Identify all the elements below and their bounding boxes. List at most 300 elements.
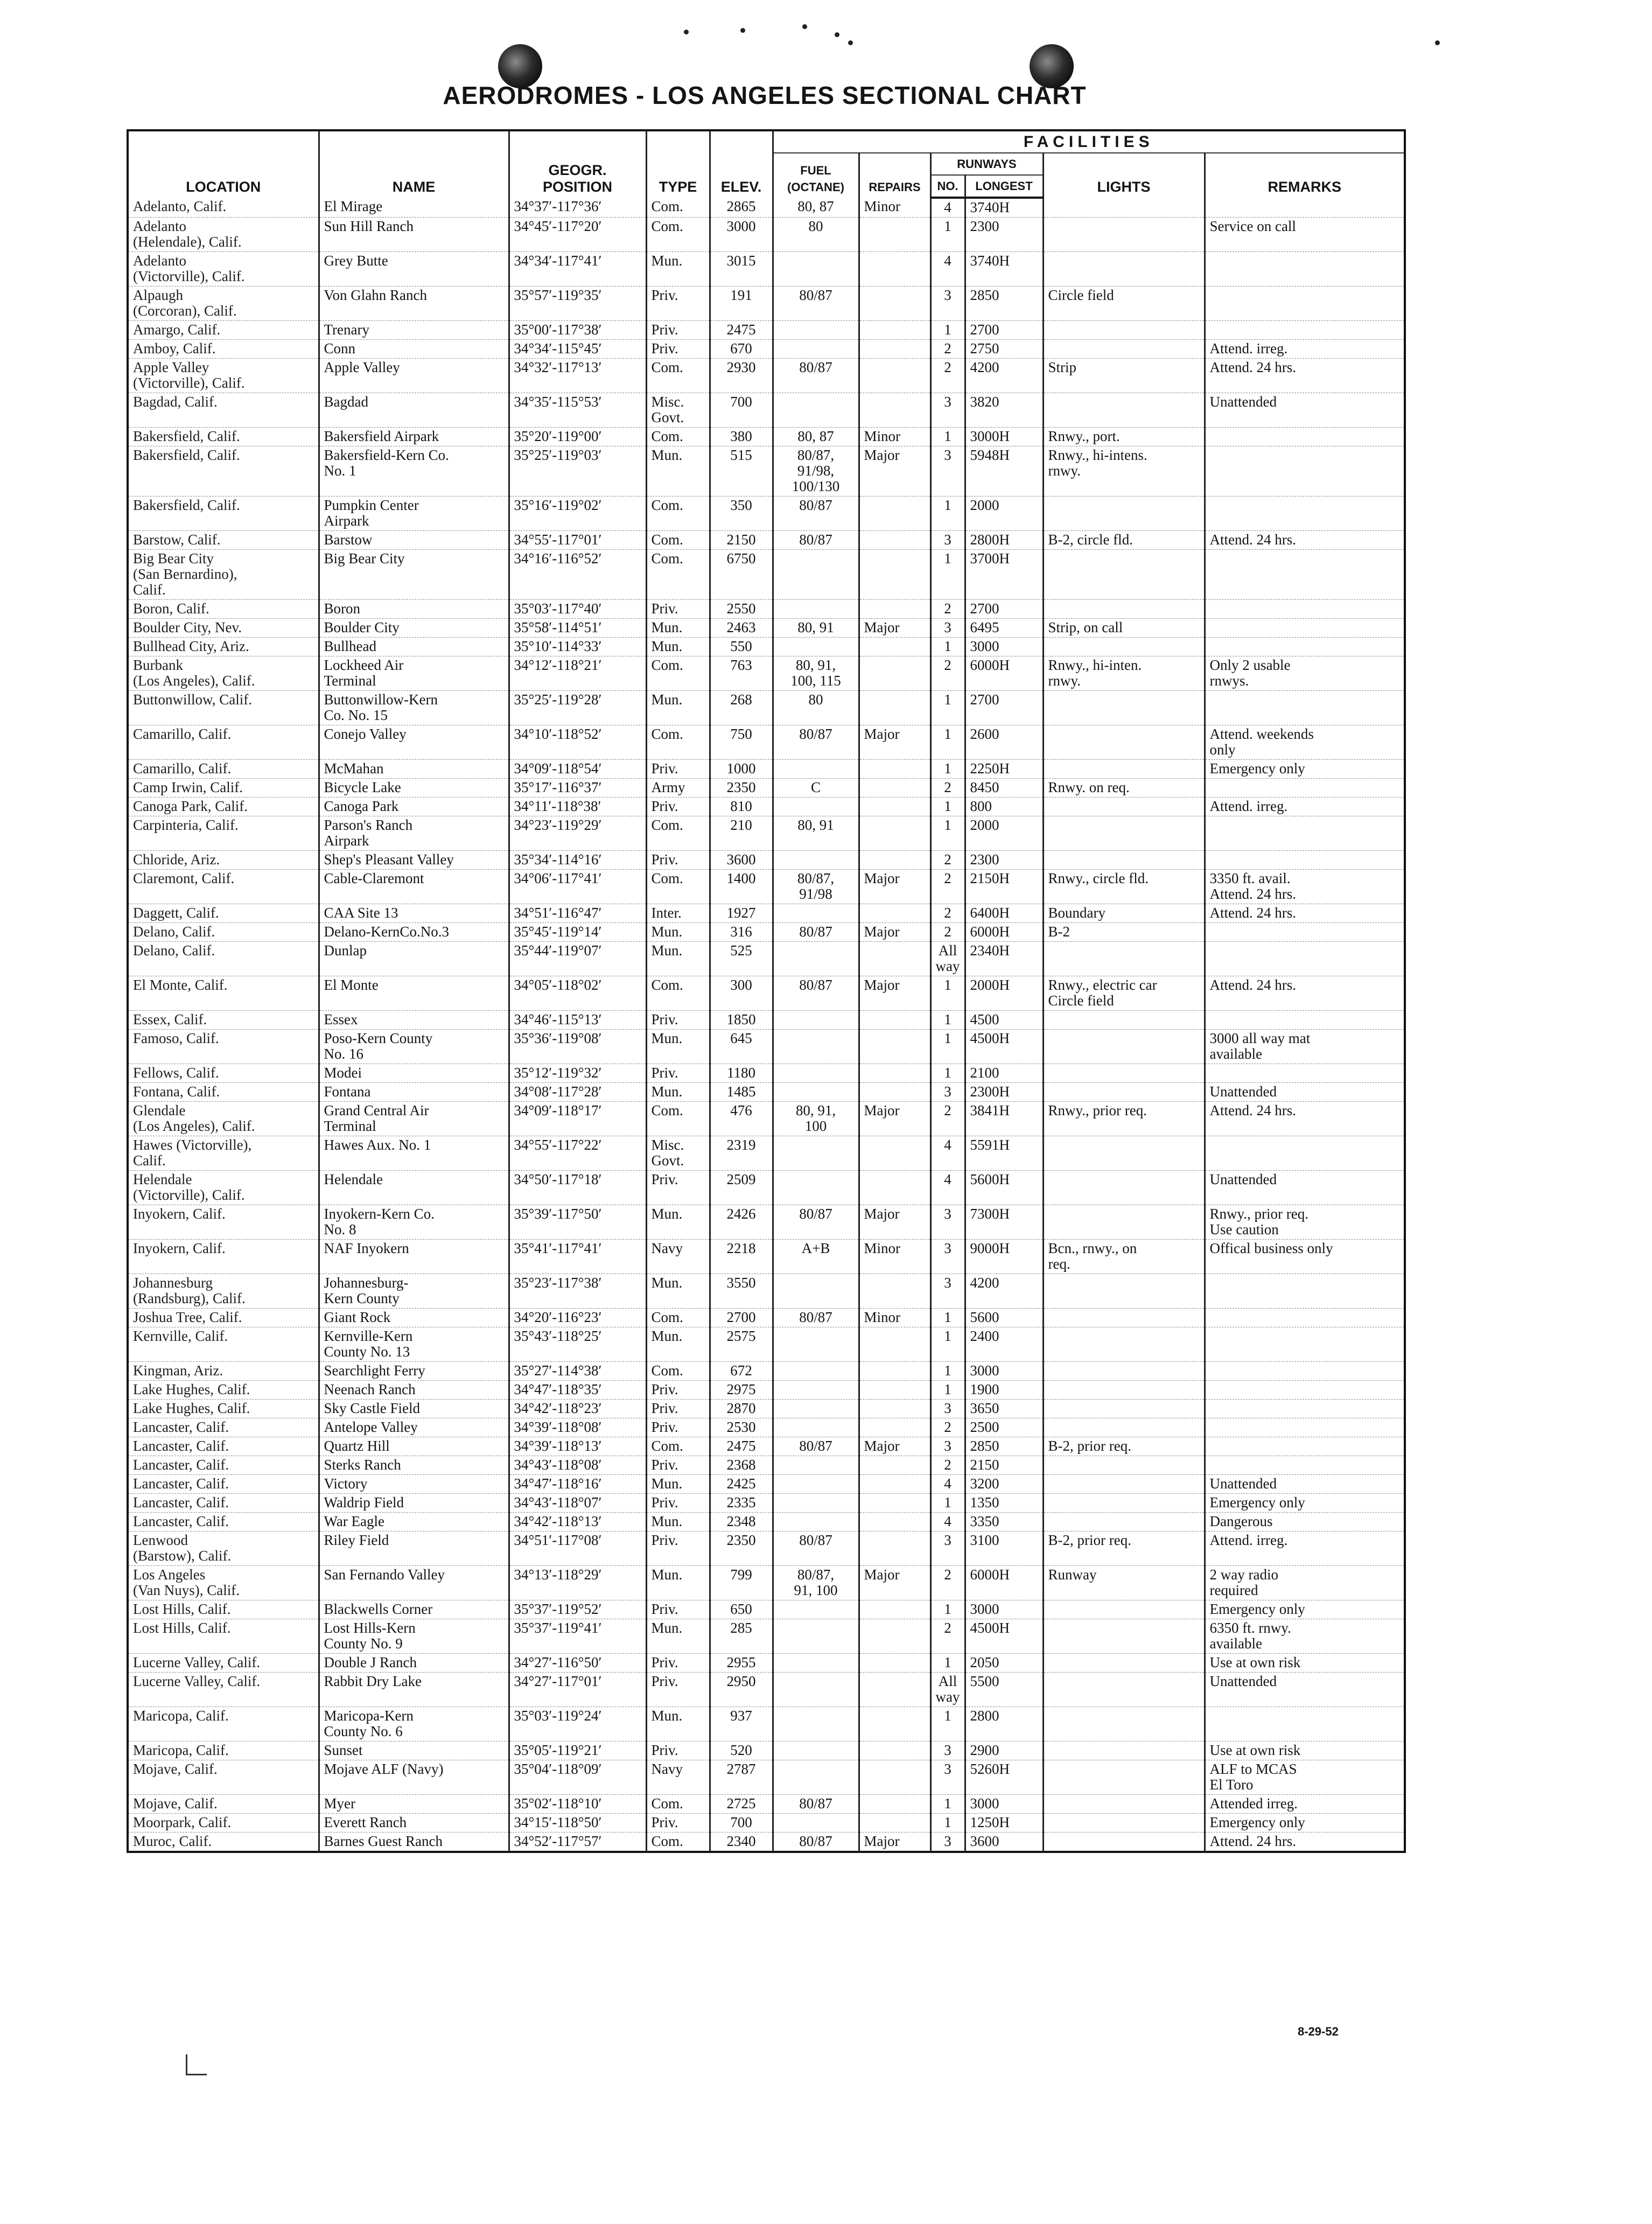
cell-position: 34°37′-117°36′ [509, 198, 646, 218]
table-row [128, 1795, 1405, 1814]
cell-runway-no: 2 [930, 779, 965, 798]
cell-type: Mun. [646, 1707, 710, 1742]
table-row [128, 1437, 1405, 1456]
cell-runway-no: 1 [930, 798, 965, 816]
cell-lights [1043, 1619, 1205, 1654]
table-row [128, 725, 1405, 760]
cell-fuel [773, 1274, 859, 1309]
table-row [128, 1566, 1405, 1600]
cell-name: Bakersfield Airpark [319, 428, 509, 446]
cell-type: Mun. [646, 619, 710, 638]
cell-location: Buttonwillow, Calif. [128, 691, 319, 725]
cell-elev: 763 [710, 656, 773, 691]
cell-type: Com. [646, 725, 710, 760]
cell-type: Com. [646, 1795, 710, 1814]
cell-name: Hawes Aux. No. 1 [319, 1136, 509, 1171]
cell-runway-longest: 2300 [965, 218, 1043, 252]
cell-location: Lenwood (Barstow), Calif. [128, 1531, 319, 1566]
cell-location: Kingman, Ariz. [128, 1362, 319, 1381]
cell-remarks [1205, 851, 1405, 870]
cell-fuel: 80 [773, 691, 859, 725]
table-row [128, 1083, 1405, 1102]
cell-position: 35°58′-114°51′ [509, 619, 646, 638]
cell-runway-longest: 2850 [965, 1437, 1043, 1456]
cell-fuel [773, 1136, 859, 1171]
cell-name: Mojave ALF (Navy) [319, 1760, 509, 1795]
table-row [128, 1171, 1405, 1205]
cell-fuel: 80, 91, 100, 115 [773, 656, 859, 691]
cell-type: Priv. [646, 1400, 710, 1418]
cell-type: Priv. [646, 1742, 710, 1760]
cell-lights [1043, 198, 1205, 218]
cell-position: 34°51′-116°47′ [509, 904, 646, 923]
cell-repairs [859, 286, 930, 321]
cell-location: Famoso, Calif. [128, 1030, 319, 1064]
cell-elev: 3550 [710, 1274, 773, 1309]
table-row [128, 1760, 1405, 1795]
cell-runway-longest: 3350 [965, 1513, 1043, 1531]
cell-type: Priv. [646, 1494, 710, 1513]
cell-location: Camarillo, Calif. [128, 760, 319, 779]
cell-lights [1043, 1795, 1205, 1814]
cell-runway-no: 1 [930, 816, 965, 851]
cell-name: Lockheed Air Terminal [319, 656, 509, 691]
cell-remarks: Attend. irreg. [1205, 798, 1405, 816]
cell-position: 34°09′-118°17′ [509, 1102, 646, 1136]
cell-name: Grey Butte [319, 252, 509, 286]
cell-position: 34°15′-118°50′ [509, 1814, 646, 1833]
cell-repairs: Major [859, 446, 930, 496]
cell-runway-longest: 3000H [965, 428, 1043, 446]
cell-name: Boulder City [319, 619, 509, 638]
cell-fuel [773, 1494, 859, 1513]
cell-runway-longest: 1350 [965, 1494, 1043, 1513]
cell-name: Trenary [319, 321, 509, 340]
page-title: AERODROMES - LOS ANGELES SECTIONAL CHART [443, 81, 1087, 109]
cell-lights [1043, 218, 1205, 252]
cell-position: 35°20′-119°00′ [509, 428, 646, 446]
cell-runway-longest: 6495 [965, 619, 1043, 638]
cell-runway-longest: 2850 [965, 286, 1043, 321]
cell-repairs [859, 904, 930, 923]
cell-runway-longest: 8450 [965, 779, 1043, 798]
cell-type: Mun. [646, 923, 710, 942]
cell-location: Big Bear City (San Bernardino), Calif. [128, 550, 319, 600]
cell-runway-longest: 2150 [965, 1456, 1043, 1475]
cell-location: Lake Hughes, Calif. [128, 1381, 319, 1400]
cell-position: 35°36′-119°08′ [509, 1030, 646, 1064]
cell-runway-no: 1 [930, 321, 965, 340]
cell-repairs [859, 1030, 930, 1064]
cell-runway-longest: 6400H [965, 904, 1043, 923]
cell-runway-longest: 2150H [965, 870, 1043, 904]
cell-lights: Boundary [1043, 904, 1205, 923]
cell-location: Lancaster, Calif. [128, 1513, 319, 1531]
cell-position: 34°16′-116°52′ [509, 550, 646, 600]
cell-lights [1043, 1833, 1205, 1852]
cell-lights [1043, 1327, 1205, 1362]
cell-runway-no: 1 [930, 428, 965, 446]
cell-runway-longest: 2800H [965, 531, 1043, 550]
cell-remarks: Unattended [1205, 1475, 1405, 1494]
cell-elev: 799 [710, 1566, 773, 1600]
cell-runway-no: 1 [930, 218, 965, 252]
cell-type: Com. [646, 1437, 710, 1456]
scan-speck [1435, 40, 1440, 45]
cell-remarks [1205, 691, 1405, 725]
cell-fuel [773, 1381, 859, 1400]
table-row [128, 1600, 1405, 1619]
cell-repairs: Major [859, 1205, 930, 1240]
cell-location: Los Angeles (Van Nuys), Calif. [128, 1566, 319, 1600]
cell-repairs [859, 1456, 930, 1475]
cell-runway-no: 1 [930, 496, 965, 531]
cell-remarks: Only 2 usable rnwys. [1205, 656, 1405, 691]
cell-runway-longest: 5260H [965, 1760, 1043, 1795]
cell-remarks: Unattended [1205, 1171, 1405, 1205]
cell-lights [1043, 340, 1205, 359]
cell-lights: Rnwy. on req. [1043, 779, 1205, 798]
table-row [128, 1619, 1405, 1654]
cell-lights [1043, 1274, 1205, 1309]
cell-type: Priv. [646, 1814, 710, 1833]
cell-runway-longest: 2000H [965, 976, 1043, 1011]
cell-position: 35°45′-119°14′ [509, 923, 646, 942]
cell-type: Priv. [646, 600, 710, 619]
cell-remarks: Unattended [1205, 1673, 1405, 1707]
cell-position: 34°27′-117°01′ [509, 1673, 646, 1707]
cell-lights [1043, 1513, 1205, 1531]
cell-repairs [859, 1760, 930, 1795]
cell-runway-no: 2 [930, 1418, 965, 1437]
cell-name: Buttonwillow-Kern Co. No. 15 [319, 691, 509, 725]
cell-repairs [859, 1418, 930, 1437]
cell-position: 34°09′-118°54′ [509, 760, 646, 779]
cell-location: Bakersfield, Calif. [128, 446, 319, 496]
cell-elev: 3015 [710, 252, 773, 286]
cell-lights [1043, 798, 1205, 816]
cell-lights [1043, 1814, 1205, 1833]
cell-elev: 1485 [710, 1083, 773, 1102]
cell-remarks: Attend. 24 hrs. [1205, 1102, 1405, 1136]
cell-lights: Rnwy., circle fld. [1043, 870, 1205, 904]
cell-lights [1043, 600, 1205, 619]
cell-location: Bakersfield, Calif. [128, 428, 319, 446]
cell-runway-no: 1 [930, 1494, 965, 1513]
cell-runway-longest: 2700 [965, 600, 1043, 619]
cell-runway-no: 3 [930, 1437, 965, 1456]
cell-position: 34°45′-117°20′ [509, 218, 646, 252]
cell-elev: 3000 [710, 218, 773, 252]
cell-remarks: Attend. 24 hrs. [1205, 976, 1405, 1011]
table-row [128, 760, 1405, 779]
cell-position: 35°34′-114°16′ [509, 851, 646, 870]
cell-remarks [1205, 1707, 1405, 1742]
cell-type: Priv. [646, 340, 710, 359]
cell-repairs [859, 1600, 930, 1619]
cell-runway-no: 1 [930, 1064, 965, 1083]
table-row [128, 1742, 1405, 1760]
cell-runway-no: 1 [930, 1011, 965, 1030]
cell-position: 34°43′-118°08′ [509, 1456, 646, 1475]
cell-fuel: 80/87 [773, 496, 859, 531]
cell-fuel [773, 252, 859, 286]
cell-repairs [859, 359, 930, 393]
cell-elev: 1850 [710, 1011, 773, 1030]
cell-runway-no: 3 [930, 619, 965, 638]
cell-lights: Strip, on call [1043, 619, 1205, 638]
table-row [128, 428, 1405, 446]
table-row [128, 359, 1405, 393]
scan-speck [848, 40, 853, 45]
cell-lights [1043, 1083, 1205, 1102]
cell-elev: 6750 [710, 550, 773, 600]
table-row [128, 531, 1405, 550]
cell-runway-no: 3 [930, 446, 965, 496]
cell-type: Misc. Govt. [646, 1136, 710, 1171]
cell-name: Sterks Ranch [319, 1456, 509, 1475]
table-row [128, 340, 1405, 359]
cell-fuel [773, 550, 859, 600]
cell-position: 34°34′-117°41′ [509, 252, 646, 286]
cell-runway-no: 3 [930, 1240, 965, 1274]
cell-fuel [773, 340, 859, 359]
cell-lights: Circle field [1043, 286, 1205, 321]
cell-location: Lake Hughes, Calif. [128, 1400, 319, 1418]
cell-lights [1043, 1400, 1205, 1418]
cell-lights [1043, 1456, 1205, 1475]
cell-runway-no: 2 [930, 851, 965, 870]
cell-repairs [859, 550, 930, 600]
cell-location: Bullhead City, Ariz. [128, 638, 319, 656]
cell-elev: 525 [710, 942, 773, 976]
cell-runway-longest: 2700 [965, 691, 1043, 725]
cell-type: Mun. [646, 1030, 710, 1064]
cell-elev: 2865 [710, 198, 773, 218]
table-row [128, 638, 1405, 656]
cell-fuel: 80, 91 [773, 816, 859, 851]
table-row [128, 1400, 1405, 1418]
cell-position: 34°05′-118°02′ [509, 976, 646, 1011]
cell-type: Com. [646, 1833, 710, 1852]
cell-name: El Mirage [319, 198, 509, 218]
cell-remarks: Attend. 24 hrs. [1205, 1833, 1405, 1852]
cell-location: Camarillo, Calif. [128, 725, 319, 760]
cell-type: Priv. [646, 1654, 710, 1673]
cell-type: Inter. [646, 904, 710, 923]
cell-location: Lucerne Valley, Calif. [128, 1654, 319, 1673]
cell-fuel: C [773, 779, 859, 798]
cell-runway-no: 3 [930, 531, 965, 550]
cell-runway-longest: 6000H [965, 923, 1043, 942]
cell-lights: Rnwy., electric car Circle field [1043, 976, 1205, 1011]
cell-elev: 300 [710, 976, 773, 1011]
cell-remarks [1205, 252, 1405, 286]
cell-position: 34°13′-118°29′ [509, 1566, 646, 1600]
cell-position: 35°12′-119°32′ [509, 1064, 646, 1083]
cell-location: Maricopa, Calif. [128, 1707, 319, 1742]
cell-position: 35°23′-117°38′ [509, 1274, 646, 1309]
cell-position: 35°43′-118°25′ [509, 1327, 646, 1362]
cell-runway-longest: 3000 [965, 638, 1043, 656]
cell-elev: 2463 [710, 619, 773, 638]
table-row [128, 496, 1405, 531]
cell-fuel: 80, 91, 100 [773, 1102, 859, 1136]
cell-fuel: 80/87 [773, 1795, 859, 1814]
cell-fuel [773, 638, 859, 656]
cell-remarks: Attend. weekends only [1205, 725, 1405, 760]
cell-name: Conn [319, 340, 509, 359]
cell-fuel [773, 851, 859, 870]
table-row [128, 600, 1405, 619]
cell-elev: 2319 [710, 1136, 773, 1171]
cell-remarks: Unattended [1205, 1083, 1405, 1102]
cell-location: Inyokern, Calif. [128, 1240, 319, 1274]
cell-location: Boulder City, Nev. [128, 619, 319, 638]
table-row [128, 1309, 1405, 1327]
header-type: TYPE [646, 130, 710, 198]
cell-position: 34°12′-118°21′ [509, 656, 646, 691]
cell-runway-longest: 5600H [965, 1171, 1043, 1205]
cell-elev: 2425 [710, 1475, 773, 1494]
cell-repairs: Major [859, 976, 930, 1011]
cell-elev: 2350 [710, 779, 773, 798]
cell-position: 34°47′-118°16′ [509, 1475, 646, 1494]
cell-elev: 191 [710, 286, 773, 321]
cell-repairs [859, 1814, 930, 1833]
cell-type: Priv. [646, 760, 710, 779]
table-row [128, 1205, 1405, 1240]
cell-runway-longest: 5948H [965, 446, 1043, 496]
cell-runway-no: 1 [930, 1654, 965, 1673]
cell-elev: 2335 [710, 1494, 773, 1513]
table-row [128, 1814, 1405, 1833]
table-row [128, 779, 1405, 798]
cell-position: 35°37′-119°41′ [509, 1619, 646, 1654]
cell-name: Sky Castle Field [319, 1400, 509, 1418]
cell-remarks [1205, 779, 1405, 798]
cell-runway-longest: 2400 [965, 1327, 1043, 1362]
cell-elev: 268 [710, 691, 773, 725]
cell-type: Priv. [646, 851, 710, 870]
table-row [128, 218, 1405, 252]
header-runway-no: NO. [930, 175, 965, 198]
cell-runway-no: 2 [930, 1566, 965, 1600]
cell-elev: 2150 [710, 531, 773, 550]
cell-type: Com. [646, 1362, 710, 1381]
cell-name: Myer [319, 1795, 509, 1814]
cell-type: Mun. [646, 1327, 710, 1362]
cell-elev: 380 [710, 428, 773, 446]
cell-position: 34°10′-118°52′ [509, 725, 646, 760]
cell-type: Mun. [646, 1619, 710, 1654]
cell-remarks: Attended irreg. [1205, 1795, 1405, 1814]
cell-runway-no: 3 [930, 1400, 965, 1418]
cell-runway-no: 1 [930, 1030, 965, 1064]
cell-elev: 2340 [710, 1833, 773, 1852]
cell-elev: 476 [710, 1102, 773, 1136]
cell-runway-longest: 3841H [965, 1102, 1043, 1136]
cell-runway-longest: 2000 [965, 816, 1043, 851]
cell-position: 34°34′-115°45′ [509, 340, 646, 359]
cell-remarks: 3350 ft. avail. Attend. 24 hrs. [1205, 870, 1405, 904]
cell-lights [1043, 1205, 1205, 1240]
cell-position: 35°39′-117°50′ [509, 1205, 646, 1240]
table-row [128, 619, 1405, 638]
table-row [128, 1513, 1405, 1531]
cell-runway-no: 2 [930, 359, 965, 393]
header-lights: LIGHTS [1043, 153, 1205, 198]
cell-location: Barstow, Calif. [128, 531, 319, 550]
cell-lights [1043, 638, 1205, 656]
cell-type: Com. [646, 218, 710, 252]
cell-repairs [859, 691, 930, 725]
cell-remarks [1205, 1309, 1405, 1327]
cell-name: Quartz Hill [319, 1437, 509, 1456]
cell-type: Com. [646, 428, 710, 446]
cell-runway-no: 1 [930, 691, 965, 725]
cell-runway-longest: 4200 [965, 359, 1043, 393]
cell-elev: 1000 [710, 760, 773, 779]
cell-type: Com. [646, 550, 710, 600]
cell-runway-no: 3 [930, 1205, 965, 1240]
cell-name: Giant Rock [319, 1309, 509, 1327]
cell-remarks [1205, 1327, 1405, 1362]
table-row [128, 816, 1405, 851]
table-row [128, 1418, 1405, 1437]
cell-elev: 700 [710, 1814, 773, 1833]
cell-position: 34°20′-116°23′ [509, 1309, 646, 1327]
cell-position: 34°35′-115°53′ [509, 393, 646, 428]
cell-elev: 2700 [710, 1309, 773, 1327]
cell-lights [1043, 1381, 1205, 1400]
cell-position: 35°02′-118°10′ [509, 1795, 646, 1814]
cell-elev: 670 [710, 340, 773, 359]
cell-runway-longest: 2700 [965, 321, 1043, 340]
cell-runway-longest: 2300 [965, 851, 1043, 870]
cell-elev: 316 [710, 923, 773, 942]
cell-location: Fontana, Calif. [128, 1083, 319, 1102]
cell-position: 34°23′-119°29′ [509, 816, 646, 851]
cell-repairs [859, 1494, 930, 1513]
cell-type: Mun. [646, 252, 710, 286]
cell-remarks [1205, 496, 1405, 531]
cell-elev: 3600 [710, 851, 773, 870]
cell-fuel [773, 393, 859, 428]
cell-lights [1043, 1030, 1205, 1064]
cell-fuel [773, 1362, 859, 1381]
cell-type: Army [646, 779, 710, 798]
cell-repairs [859, 218, 930, 252]
corner-mark [186, 2054, 207, 2075]
table-row [128, 691, 1405, 725]
scan-speck [740, 28, 745, 33]
header-repairs: REPAIRS [859, 153, 930, 198]
cell-runway-no: 2 [930, 1456, 965, 1475]
cell-remarks [1205, 1136, 1405, 1171]
cell-runway-longest: 800 [965, 798, 1043, 816]
cell-fuel [773, 1064, 859, 1083]
cell-type: Com. [646, 359, 710, 393]
cell-location: Maricopa, Calif. [128, 1742, 319, 1760]
cell-elev: 750 [710, 725, 773, 760]
cell-elev: 2348 [710, 1513, 773, 1531]
cell-runway-no: 1 [930, 1600, 965, 1619]
cell-repairs [859, 1619, 930, 1654]
cell-name: Delano-KernCo.No.3 [319, 923, 509, 942]
cell-name: Sunset [319, 1742, 509, 1760]
cell-repairs [859, 656, 930, 691]
